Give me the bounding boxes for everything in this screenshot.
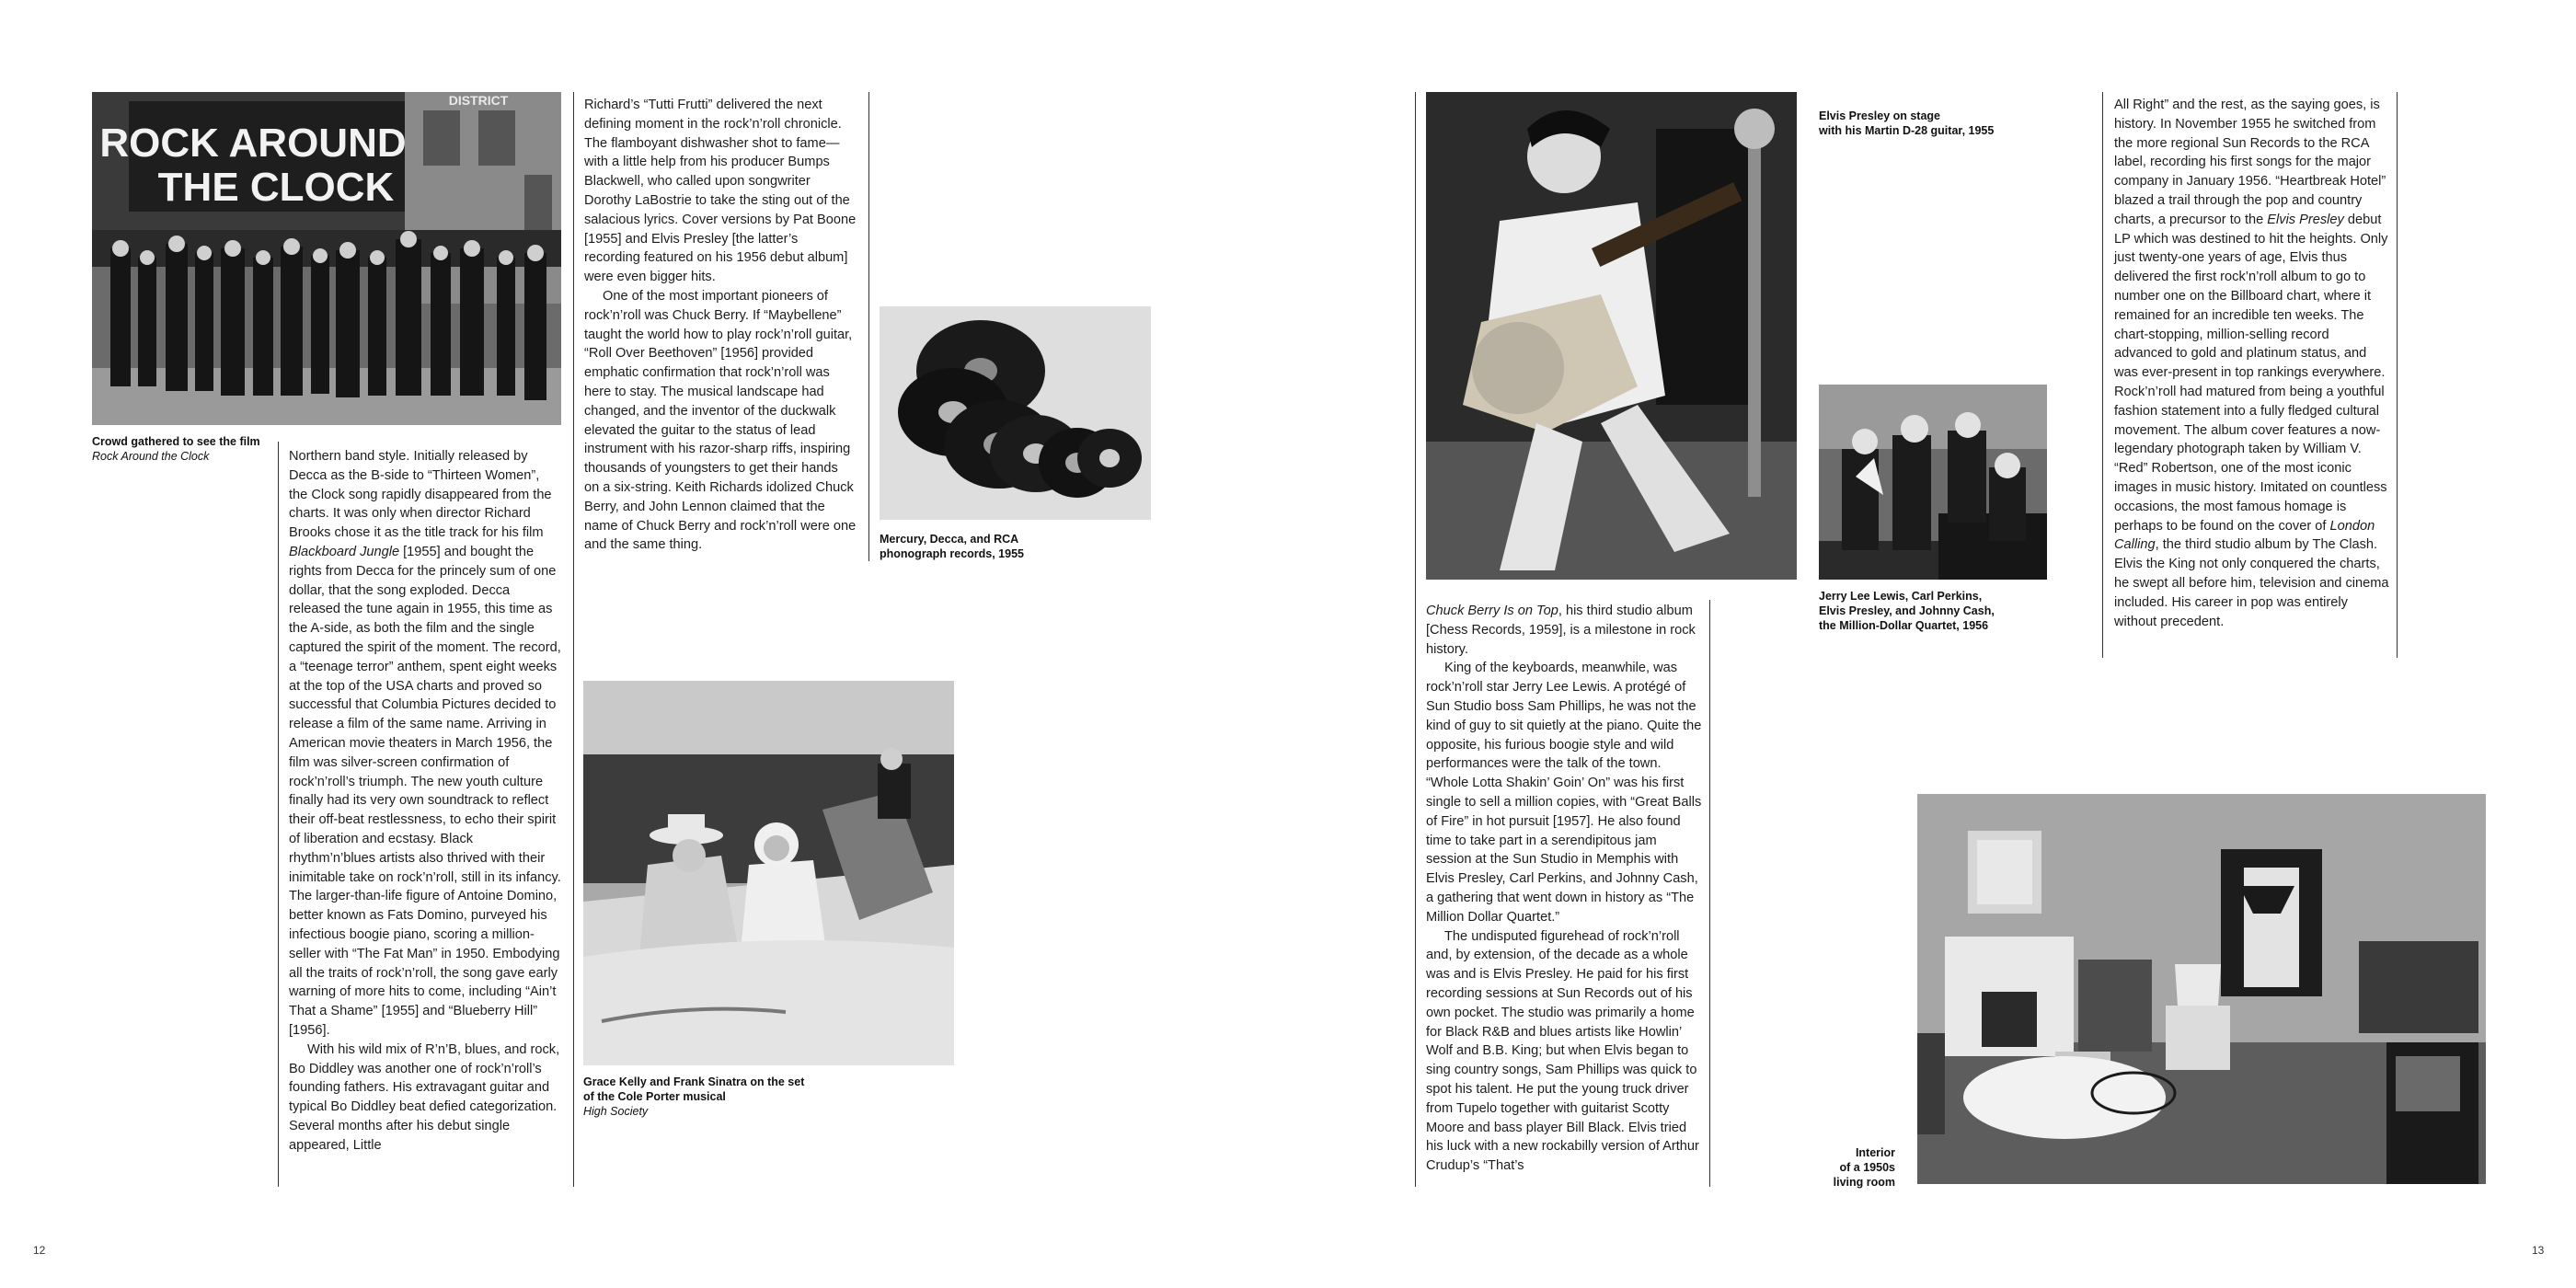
column-rule-4: [1415, 92, 1416, 1187]
col1-film-title: Blackboard Jungle: [289, 544, 400, 559]
col3-p1-b: , his third studio album [Chess Records, 1959], is a milestone in rock history.: [1426, 604, 1696, 657]
elvis-stage-caption-line2: with his Martin D-28 guitar, 1955: [1819, 124, 1995, 137]
col3-p3: The undisputed figurehead of rock’n’roll and, by extension, of the decade as a whole was and is Elvis Presley. He paid for his first recording sessions at Sun Records out of his own pocket. The studio was primarily a home for Black R&B and blues artists like Howlin’ Wolf and B.B. King; but when Elvis began to sing country songs, Sam Phillips was quick to spot his talent. He put the young truck driver from Tupelo together with guitarist Scotty Moore and bass player Bill Black. Elvis tried his luck with a new rockabilly version of Arthur Crudup’s “That’s: [1426, 928, 1699, 1174]
living-room-caption-line2: of a 1950s: [1839, 1161, 1895, 1174]
col4-album-elvis: Elvis Presley: [2267, 212, 2344, 227]
grace-caption-line2-a: of the Cole Porter musical: [583, 1090, 726, 1103]
marquee-line-2: THE CLOCK: [157, 165, 395, 210]
grace-sinatra-photo: [583, 681, 954, 1065]
quartet-caption-line1: Jerry Lee Lewis, Carl Perkins,: [1819, 590, 1983, 603]
crowd-caption: [92, 434, 276, 464]
quartet-caption-line3: the Million-Dollar Quartet, 1956: [1819, 619, 1989, 632]
district-sign: DISTRICT: [448, 93, 509, 108]
elvis-stage-caption-line1: Elvis Presley on stage: [1819, 109, 1941, 122]
text-column-3: [1426, 602, 1704, 1176]
crowd-caption-line2: Rock Around the Clock: [92, 450, 210, 463]
text-column-2: [584, 96, 857, 555]
column-rule-3: [868, 92, 869, 561]
text-column-4: [2114, 96, 2390, 631]
col3-album-title: Chuck Berry Is on Top: [1426, 604, 1558, 618]
records-caption: [880, 532, 1082, 561]
marquee-line-1: ROCK AROUND: [99, 121, 407, 166]
grace-caption-line2-b: High Society: [583, 1105, 649, 1118]
col4-album-london: London Calling: [2114, 518, 2375, 553]
records-caption-line1: Mercury, Decca, and RCA: [880, 533, 1019, 546]
col4-p1-b: debut LP which was destined to hit the heights. Only just twenty-one years of age, Elvis thus delivered the first rock’n’roll album to go to number one on the Billboard chart, where it remained for an incredible ten weeks. The chart-stopping, million-selling record advanced to gold and platinum status, and was ever-present in top rankings everywhere. Rock’n’roll had matured from being a youthful fashion statement into a fully fledged cultural movement. The album cover features a now-legendary photograph taken by William V. “Red” Robertson, one of the most iconic images in music history. Imitated on countless occasions, the most famous homage is perhaps to be found on the cover of: [2114, 212, 2388, 534]
text-column-1: [289, 447, 561, 1155]
living-room-caption-line1: Interior: [1855, 1146, 1895, 1159]
col4-p1-c: , the third studio album by The Clash. Elvis the King not only conquered the charts, he swept all before him, television and cinema included. His career in pop was entirely without precedent.: [2114, 537, 2389, 629]
column-rule-5: [1709, 600, 1710, 1187]
page-number-left: 12: [33, 1244, 46, 1257]
grace-caption: [583, 1075, 878, 1119]
records-photo: [880, 306, 1151, 520]
crowd-photo: [92, 92, 561, 425]
col2-p2: One of the most important pioneers of rock’n’roll was Chuck Berry. If “Maybellene” taught the world how to play rock’n’roll guitar, “Roll Over Beethoven” [1956] provided emphatic confirmation that rock’n’roll was here to stay. The musical landscape had changed, and the inventor of the duckwalk elevated the guitar to the status of lead instrument with his razor-sharp riffs, inspiring thousands of youngsters to get their hands on a six-string. Keith Richards idolized Chuck Berry, and John Lennon claimed that the name of Chuck Berry and rock’n’roll were one and the same thing.: [584, 288, 857, 553]
col3-p2: King of the keyboards, meanwhile, was rock’n’roll star Jerry Lee Lewis. A protégé of Sun Studio boss Sam Phillips, he was not the kind of guy to sit quietly at the piano. Quite the opposite, his furious boogie style and wild performances were the talk of the town. “Whole Lotta Shakin’ Goin’ On” was his first single to sell a million copies, with “Great Balls of Fire” in hot pursuit [1957]. He also found time to take part in a serendipitous jam session at the Sun Studio in Memphis with Elvis Presley, Carl Perkins, and Johnny Cash, a gathering that went down in history as “The Million Dollar Quartet.”: [1426, 661, 1702, 925]
elvis-stage-photo: [1426, 92, 1797, 580]
column-rule-7: [2397, 92, 2398, 658]
page-number-right: 13: [2532, 1244, 2545, 1257]
column-rule-1: [278, 442, 279, 1187]
col1-p1-a: Northern band style. Initially released by Decca as the B-side to “Thirteen Women”, the Clock song rapidly disappeared from the charts. It was only when director Richard Brooks chose it as the title track for his film: [289, 449, 552, 541]
col2-p1: Richard’s “Tutti Frutti” delivered the next defining moment in the rock’n’roll chronicle. The flamboyant dishwasher shot to fame—with a little help from his producer Bumps Blackwell, who called upon songwriter Dorothy LaBostrie to take the sting out of the salacious lyrics. Cover versions by Pat Boone [1955] and Elvis Presley [the latter’s recording featured on his 1956 debut album] were even bigger hits.: [584, 98, 857, 285]
elvis-stage-caption: [1819, 109, 2021, 138]
records-caption-line2: phonograph records, 1955: [880, 547, 1024, 560]
col1-p1-b: [1955] and bought the rights from Decca for the princely sum of one dollar, that the song exploded. Decca released the tune again in 1955, this time as the A-side, as both the film and the single captured the spirit of the moment. The record, a “teenage terror” anthem, spent eight weeks at the top of the USA charts and proved so successful that Columbia Pictures decided to release a film of the same name. Arriving in American movie theaters in March 1956, the film was silver-screen confirmation of rock’n’roll’s triumph. The new youth culture finally had its very own soundtrack to reflect their off-beat restlessness, to echo their spirit of liberation and ecstasy. Black rhythm’n’blues artists also thrived with their inimitable take on rock’n’roll, still in its infancy. The larger-than-life figure of Antoine Domino, better known as Fats Domino, purveyed his infectious boogie piano, scoring a million-seller with “The Fat Man” in 1950. Embodying all the traits of rock’n’roll, the song gave early warning of more hits to come, including “Ain’t That a Shame” [1955] and “Blueberry Hill” [1956].: [289, 544, 561, 1038]
column-rule-2: [573, 92, 574, 1187]
crowd-caption-line1: Crowd gathered to see the film: [92, 435, 260, 448]
quartet-photo: [1819, 385, 2047, 580]
living-room-caption: [1803, 1145, 1895, 1190]
quartet-caption-line2: Elvis Presley, and Johnny Cash,: [1819, 604, 1995, 617]
column-rule-6: [2102, 92, 2103, 658]
grace-caption-line1: Grace Kelly and Frank Sinatra on the set: [583, 1075, 805, 1088]
col1-p2: With his wild mix of R’n’B, blues, and rock, Bo Diddley was another one of rock’n’roll’s founding fathers. His extravagant guitar and typical Bo Diddley beat defied categorization. Several months after his debut single appeared, Little: [289, 1041, 560, 1153]
quartet-caption: [1819, 589, 2040, 633]
living-room-caption-line3: living room: [1833, 1176, 1895, 1189]
col4-p1-a: All Right” and the rest, as the saying goes, is history. In November 1955 he switched from the more regional Sun Records to the RCA label, recording his first songs for the major company in January 1956. “Heartbreak Hotel” blazed a trail through the pop and country charts, a precursor to the: [2114, 98, 2386, 227]
living-room-photo: [1917, 794, 2486, 1184]
